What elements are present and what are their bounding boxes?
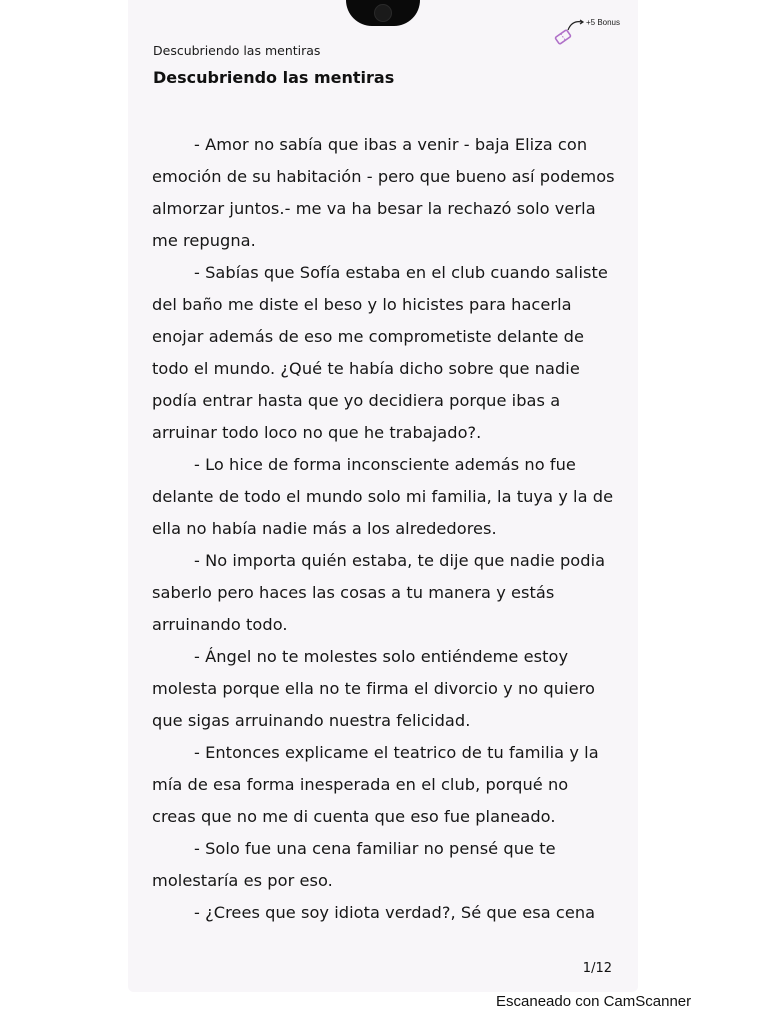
chapter-content <box>152 129 616 929</box>
paragraph: - Sabías que Sofía estaba en el club cuando saliste del baño me diste el beso y lo hicistes para hacerla enojar además de eso me comprometiste delante de todo el mundo. ¿Qué te había dicho sobre que nadie podía entrar hasta que yo decidiera porque ibas a arruinar todo loco no que he trabajado?. <box>152 263 608 442</box>
paragraph: - Ángel no te molestes solo entiéndeme estoy molesta porque ella no te firma el divorcio y no quiero que sigas arruinando nuestra felicidad. <box>152 647 595 730</box>
bonus-arc-icon <box>566 18 586 32</box>
paragraph: - ¿Crees que soy idiota verdad?, Sé que esa cena <box>194 903 596 922</box>
paragraph: - No importa quién estaba, te dije que nadie podia saberlo pero haces las cosas a tu manera y estás arruinando todo. <box>152 551 606 634</box>
front-camera-icon <box>374 4 392 22</box>
paragraph: - Solo fue una cena familiar no pensé que te molestaría es por eso. <box>152 839 556 890</box>
paragraph: - Amor no sabía que ibas a venir - baja Eliza con emoción de su habitación - pero que bueno así podemos almorzar juntos.- me va ha besar la rechazó solo verla me repugna. <box>152 135 615 250</box>
paragraph: - Entonces explicame el teatrico de tu familia y la mía de esa forma inesperada en el club, porqué no creas que no me di cuenta que eso fue planeado. <box>152 743 599 826</box>
chapter-title: Descubriendo las mentiras <box>153 68 395 87</box>
scanner-watermark: Escaneado con CamScanner <box>496 993 692 1010</box>
bonus-label[interactable]: +5 Bonus <box>585 18 620 27</box>
paragraph: - Lo hice de forma inconsciente además no fue delante de todo el mundo solo mi familia, la tuya y la de ella no había nadie más a los alrededores. <box>152 455 614 538</box>
phone-screen <box>128 0 638 992</box>
header-book-title: Descubriendo las mentiras <box>153 43 321 58</box>
page-indicator: 1/12 <box>582 961 612 976</box>
